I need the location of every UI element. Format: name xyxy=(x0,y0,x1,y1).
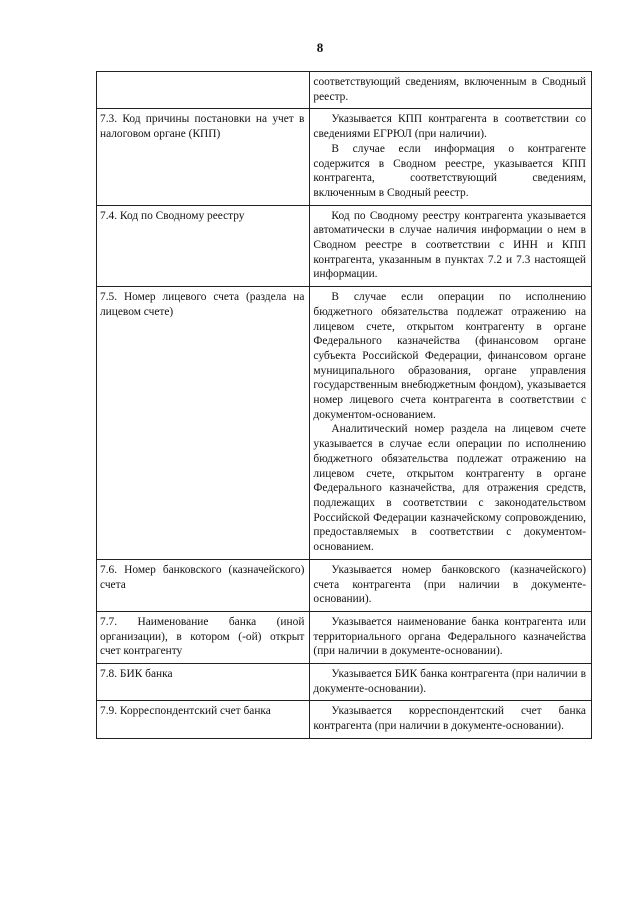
description-paragraph: В случае если информация о контрагенте содержится в Сводном реестре, указывается КПП контрагента, соответствующий сведениям, включенным в Сводный реестр. xyxy=(313,142,586,199)
field-description-cell xyxy=(310,287,592,560)
field-description-cell xyxy=(310,611,592,663)
table-row xyxy=(97,205,592,287)
field-label: 7.3. Код причины постановки на учет в налоговом органе (КПП) xyxy=(100,113,305,141)
description-paragraph: Указывается корреспондентский счет банка контрагента (при наличии в документе-основании). xyxy=(313,705,586,733)
field-description-cell xyxy=(310,205,592,287)
table-row xyxy=(97,559,592,611)
description-paragraph: соответствующий сведениям, включенным в Сводный реестр. xyxy=(313,76,586,103)
field-label-cell xyxy=(97,664,310,701)
table-row xyxy=(97,109,592,205)
field-description-cell xyxy=(310,109,592,205)
table-row xyxy=(97,701,592,738)
field-label: 7.5. Номер лицевого счета (раздела на лицевом счете) xyxy=(100,291,305,318)
description-paragraph: Указывается номер банковского (казначейского) счета контрагента (при наличии в документе-основании). xyxy=(313,563,586,606)
field-label-cell xyxy=(97,205,310,287)
field-description-cell xyxy=(310,664,592,701)
field-label: 7.9. Корреспондентский счет банка xyxy=(100,705,271,718)
field-description-cell xyxy=(310,72,592,109)
field-description-cell xyxy=(310,701,592,738)
description-paragraph: Код по Сводному реестру контрагента указывается автоматически в случае наличия информации о нем в Сводном реестре в соответствии с ИНН и КПП контрагента, указанным в пунктах 7.2 и 7.3 настоящей информации. xyxy=(313,209,586,281)
requirements-table xyxy=(96,71,592,739)
description-paragraph: Указывается наименование банка контрагента или территориального органа Федерального казначейства (при наличии в документе-основании). xyxy=(313,615,586,658)
description-paragraph: Указывается КПП контрагента в соответствии со сведениями ЕГРЮЛ (при наличии). xyxy=(313,113,586,141)
field-label-cell xyxy=(97,287,310,560)
table-row xyxy=(97,664,592,701)
field-label-cell xyxy=(97,559,310,611)
description-paragraph: В случае если операции по исполнению бюджетного обязательства подлежат отражению на лицевом счете, открытом контрагенту в органе Федерального казначейства (финансовом органе субъекта Российской Федерации, финансовом органе муниципального образования, органе управления государственным внебюджетным фондом), указывается номер лицевого счета контрагента в соответствии с документом-основанием. xyxy=(313,291,586,421)
table-row xyxy=(97,72,592,109)
field-label: 7.4. Код по Сводному реестру xyxy=(100,209,245,222)
field-label: 7.6. Номер банковского (казначейского) счета xyxy=(100,563,305,591)
description-paragraph: Указывается БИК банка контрагента (при наличии в документе-основании). xyxy=(313,668,586,695)
field-label-cell xyxy=(97,611,310,663)
field-label: 7.7. Наименование банка (иной организации), в котором (-ой) открыт счет контрагенту xyxy=(100,615,305,658)
field-label-cell xyxy=(97,72,310,109)
table-row xyxy=(97,611,592,663)
description-paragraph: Аналитический номер раздела на лицевом счете указывается в случае если операции по исполнению бюджетного обязательства подлежат отражению на лицевом счете, открытом контрагенту в органе Федерального казначейства, для отражения средств, подлежащих в соответствии с законодательством Российской Федерации казначейскому сопровождению, предоставляемых в соответствии с документом-основанием. xyxy=(313,423,586,554)
field-label: 7.8. БИК банка xyxy=(100,668,173,681)
field-label-cell xyxy=(97,109,310,205)
page-number: 8 xyxy=(316,40,324,55)
field-label-cell xyxy=(97,701,310,738)
table-row xyxy=(97,287,592,560)
field-description-cell xyxy=(310,559,592,611)
